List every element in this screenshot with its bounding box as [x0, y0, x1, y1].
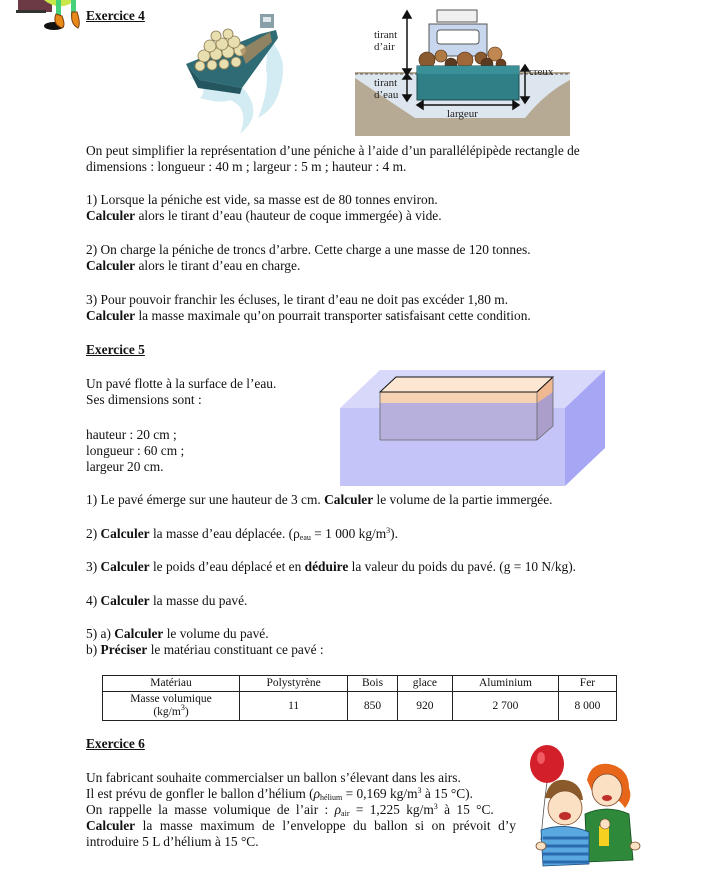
table-cell-density: 11 [240, 692, 348, 721]
exercice-6-title: Exercice 6 [86, 736, 145, 751]
unit-post: ) [184, 706, 189, 718]
ex4-q3-verb: Calculer [86, 308, 136, 323]
ex5-q2 [86, 526, 398, 542]
label-largeur: largeur [447, 108, 478, 120]
ex5-dim-largeur: largeur 20 cm. [86, 459, 164, 474]
ex6-line3-pre: On rappelle la masse volumique de l’air : [86, 802, 335, 817]
ex5-intro-line1: Un pavé flotte à la surface de l’eau. [86, 376, 277, 391]
ex5-q5b [86, 642, 324, 658]
ex6-line1: Un fabricant souhaite commercialser un ballon s’élevant dans les airs. [86, 770, 461, 785]
ex5-q4 [86, 593, 247, 609]
ex5-q4-verb: Calculer [100, 593, 150, 608]
label-tirant-air-line1: tirant [374, 29, 398, 41]
barge-with-logs-clipart [180, 8, 300, 136]
ex5-q3-verb2: déduire [304, 559, 349, 574]
label-tirant-eau-line1: tirant [374, 77, 398, 89]
ex6-sub-helium: hélium [320, 793, 343, 802]
ex5-q1-verb: Calculer [324, 492, 374, 507]
ex4-q3-line1: 3) Pour pouvoir franchir les écluses, le tirant d’eau ne doit pas excéder 1,80 m. [86, 292, 509, 307]
ex6-line3-sup: 3 [433, 802, 438, 811]
label-tirant-air-line2: d’air [374, 41, 395, 53]
unit-sup: 3 [180, 703, 185, 712]
ex4-q2-line1: 2) On charge la péniche de troncs d’arbre. Cette charge a une masse de 120 tonnes. [86, 242, 531, 257]
label-creux: creux [529, 66, 554, 78]
ex5-q3-mid: le poids d’eau déplacé et en [149, 559, 305, 574]
table-row-label [103, 692, 240, 721]
label-tirant-eau [374, 77, 398, 101]
ex5-q5b-post: le matériau constituant ce pavé : [147, 642, 324, 657]
ex4-q2-verb: Calculer [86, 258, 136, 273]
ex5-q5a-pre: 5) a) [86, 626, 115, 641]
ex6-line4-post: la masse maximum de l’enveloppe du ballon si on prévoit d’y introduire 5 L d’hélium à 15 °C. [86, 818, 516, 849]
ex5-q3-post: la valeur du poids du pavé. (g = 10 N/kg). [348, 559, 577, 574]
row-label-text: Masse volumique [130, 693, 212, 705]
cartoon-character-clipart [0, 0, 82, 34]
ex6-line3-val: = 1,225 kg/m [349, 802, 434, 817]
table-row-materials [103, 676, 617, 692]
table-row-densities [103, 692, 617, 721]
ex5-dim-hauteur: hauteur : 20 cm ; [86, 427, 177, 442]
ex5-q3-verb: Calculer [100, 559, 150, 574]
table-header-label: Matériau [103, 676, 240, 692]
ex5-q5b-pre: b) [86, 642, 101, 657]
table-cell-material: glace [397, 676, 452, 692]
ex5-q2-end: ). [390, 526, 398, 541]
table-cell-material: Bois [348, 676, 398, 692]
ex5-q1 [86, 492, 553, 508]
ex4-q1-text: alors le tirant d’eau (hauteur de coque immergée) à vide. [135, 208, 442, 223]
children-balloon-clipart [525, 742, 645, 870]
ex5-q1-pre: 1) Le pavé émerge sur une hauteur de 3 cm. [86, 492, 325, 507]
ex6-verb: Calculer [86, 818, 136, 833]
ex4-q3-text: la masse maximale qu’on pourrait transporter satisfaisant cette condition. [135, 308, 531, 323]
ex5-q2-sub: eau [299, 533, 311, 542]
ex6-line2-pre: Il est prévu de gonfler le ballon d’hélium ( [86, 786, 314, 801]
ex4-q2-line2 [86, 258, 300, 274]
ex5-q5a [86, 626, 269, 642]
exercice-4-title: Exercice 4 [86, 8, 145, 23]
table-cell-material: Fer [558, 676, 616, 692]
ex6-line2 [86, 786, 473, 802]
ex6-rho-air: ρ [334, 802, 342, 817]
ex6-line3 [86, 802, 494, 818]
ex4-q1-line1: 1) Lorsque la péniche est vide, sa masse est de 80 tonnes environ. [86, 192, 438, 207]
floating-block-diagram [340, 368, 605, 488]
ex4-q1-verb: Calculer [86, 208, 136, 223]
ex4-q1-line2 [86, 208, 442, 224]
ex5-q3-pre: 3) [86, 559, 101, 574]
ex6-line3-end: à 15 °C. [437, 802, 494, 817]
ex4-q2-text: alors le tirant d’eau en charge. [135, 258, 301, 273]
ex5-q2-post: la masse d’eau déplacée. (ρ [149, 526, 300, 541]
table-cell-density: 8 000 [558, 692, 616, 721]
ex5-q3 [86, 559, 576, 575]
ex5-q4-pre: 4) [86, 593, 101, 608]
ex5-q2-verb: Calculer [100, 526, 150, 541]
label-tirant-air [374, 29, 397, 53]
ex5-q2-val: = 1 000 kg/m [310, 526, 387, 541]
ex5-q5b-verb: Préciser [100, 642, 148, 657]
unit-pre: (kg/m [153, 706, 181, 718]
row-label-unit [106, 703, 236, 719]
ex5-q2-sup: 3 [386, 526, 391, 535]
ex5-q2-pre: 2) [86, 526, 101, 541]
ex5-q5a-verb: Calculer [114, 626, 164, 641]
material-density-table [102, 675, 617, 721]
ex5-q5a-post: le volume du pavé. [163, 626, 269, 641]
ex4-q3-line2 [86, 308, 531, 324]
table-cell-material: Polystyrène [240, 676, 348, 692]
ex5-q1-post: le volume de la partie immergée. [373, 492, 553, 507]
ex5-intro-line2: Ses dimensions sont : [86, 392, 202, 407]
ex6-line4 [86, 818, 516, 850]
ex6-line2-val: = 0,169 kg/m [342, 786, 418, 801]
table-cell-density: 850 [348, 692, 398, 721]
ex6-sub-air: air [341, 809, 350, 818]
ex6-line2-sup: 3 [417, 786, 422, 795]
ex5-q4-post: la masse du pavé. [149, 593, 248, 608]
table-cell-density: 2 700 [452, 692, 558, 721]
ex6-rho-helium: ρ [313, 786, 321, 801]
exercice-5-title: Exercice 5 [86, 342, 145, 357]
label-tirant-eau-line2: d’eau [374, 89, 399, 101]
ex6-line2-end: à 15 °C). [421, 786, 473, 801]
table-cell-density: 920 [397, 692, 452, 721]
ex4-intro-line1: On peut simplifier la représentation d’une péniche à l’aide d’un parallélépipède rectangle de [86, 143, 580, 158]
table-cell-material: Aluminium [452, 676, 558, 692]
ex5-dim-longueur: longueur : 60 cm ; [86, 443, 185, 458]
ex4-intro-line2: dimensions : longueur : 40 m ; largeur : 5 m ; hauteur : 4 m. [86, 159, 407, 174]
